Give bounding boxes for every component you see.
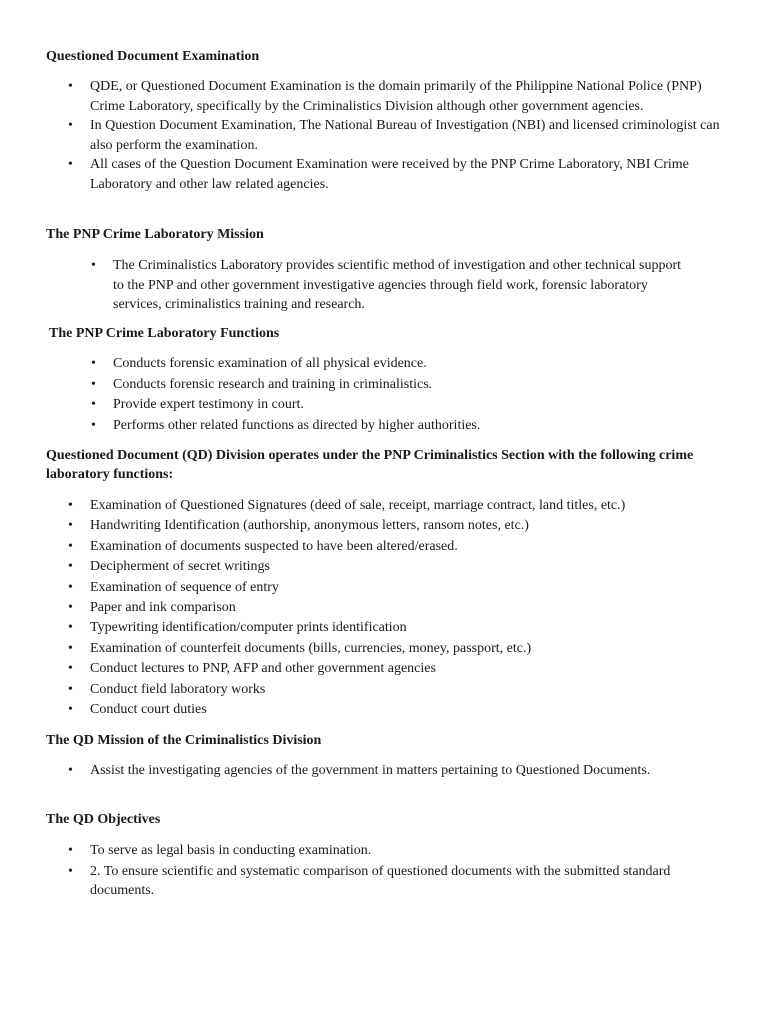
bullet-icon: •	[91, 397, 96, 412]
list-item-text: Performs other related functions as directed by higher authorities.	[113, 417, 481, 433]
list-item-text: 2. To ensure scientific and systematic comparison of questioned documents with the submitted standard documents.	[90, 863, 671, 898]
bullet-icon: •	[68, 661, 73, 677]
bullet-icon: •	[68, 599, 73, 615]
bullet-icon: •	[91, 258, 96, 273]
list-item-text: Conduct lectures to PNP, AFP and other government agencies	[90, 661, 436, 677]
list-item	[68, 680, 720, 700]
bullet-icon: •	[68, 157, 73, 172]
bullet-icon: •	[68, 498, 73, 513]
list-item-text: Conduct field laboratory works	[90, 681, 266, 697]
section-heading-functions: The PNP Crime Laboratory Functions	[49, 326, 280, 341]
list-item-text: All cases of the Question Document Examination were received by the PNP Crime Laboratory, NBI Crime Laboratory and other law related agencies.	[90, 157, 689, 192]
list-item	[91, 395, 693, 415]
bullet-icon: •	[68, 79, 73, 94]
bullet-list-qd-functions	[68, 496, 720, 719]
list-item-text: Typewriting identification/computer prints identification	[90, 620, 407, 636]
list-item	[68, 516, 720, 536]
list-item-text: Decipherment of secret writings	[90, 559, 270, 575]
list-item	[68, 639, 720, 659]
bullet-icon: •	[68, 701, 73, 717]
list-item-text: Conducts forensic examination of all physical evidence.	[113, 356, 427, 371]
list-item	[68, 155, 720, 194]
bullet-icon: •	[68, 763, 73, 778]
list-item-text: Examination of counterfeit documents (bills, currencies, money, passport, etc.)	[90, 640, 532, 656]
list-item-text: Assist the investigating agencies of the government in matters pertaining to Questioned Documents.	[90, 763, 651, 778]
list-item	[68, 700, 720, 720]
list-item	[68, 841, 720, 861]
bullet-list-qd-objectives	[68, 841, 720, 901]
list-item-text: Conduct court duties	[90, 701, 207, 717]
list-item	[68, 618, 720, 638]
bullet-icon: •	[68, 118, 73, 133]
section-heading-mission: The PNP Crime Laboratory Mission	[46, 227, 264, 242]
bullet-icon: •	[91, 417, 96, 433]
list-item-text: To serve as legal basis in conducting examination.	[90, 843, 372, 858]
list-item	[91, 354, 693, 374]
list-item-text: In Question Document Examination, The National Bureau of Investigation (NBI) and licensed criminologist can also perform the examination.	[90, 118, 720, 153]
list-item	[68, 761, 720, 781]
list-item-text: Handwriting Identification (authorship, anonymous letters, ransom notes, etc.)	[90, 518, 529, 534]
section-heading-qde: Questioned Document Examination	[46, 49, 260, 64]
list-item	[68, 598, 720, 618]
list-item	[91, 416, 693, 436]
list-item	[68, 862, 720, 901]
list-item-text: Paper and ink comparison	[90, 599, 236, 615]
list-item-text: Examination of sequence of entry	[90, 579, 279, 595]
list-item	[68, 496, 720, 516]
bullet-icon: •	[91, 376, 96, 392]
list-item-text: QDE, or Questioned Document Examination is the domain primarily of the Philippine National Police (PNP) Crime Laboratory, specifically by the Criminalistics Division although other government agencies.	[90, 79, 702, 114]
list-item	[68, 77, 720, 116]
list-item	[68, 578, 720, 598]
list-item	[68, 116, 720, 155]
bullet-list-qde	[68, 77, 720, 194]
list-item	[68, 659, 720, 679]
section-heading-qd-division: Questioned Document (QD) Division operates under the PNP Criminalistics Section with the following crime laboratory functions:	[46, 448, 694, 482]
list-item	[68, 537, 720, 557]
bullet-icon: •	[68, 843, 73, 858]
bullet-icon: •	[68, 538, 73, 554]
bullet-icon: •	[68, 518, 73, 534]
section-heading-qd-objectives: The QD Objectives	[46, 812, 161, 827]
bullet-icon: •	[68, 681, 73, 697]
bullet-icon: •	[68, 640, 73, 656]
bullet-icon: •	[68, 579, 73, 595]
list-item	[91, 375, 693, 395]
bullet-icon: •	[68, 863, 73, 879]
list-item	[68, 557, 720, 577]
bullet-list-functions	[91, 354, 693, 435]
bullet-icon: •	[91, 356, 96, 371]
list-item-text: The Criminalistics Laboratory provides scientific method of investigation and other technical support to the PNP and other government investigative agencies through field work, forensic laboratory services, criminalistics training and research.	[113, 258, 682, 312]
list-item	[91, 256, 693, 315]
bullet-list-mission	[91, 256, 693, 315]
bullet-list-qd-mission	[68, 761, 720, 781]
list-item-text: Examination of Questioned Signatures (deed of sale, receipt, marriage contract, land titles, etc.)	[90, 498, 626, 513]
bullet-icon: •	[68, 620, 73, 636]
list-item-text: Provide expert testimony in court.	[113, 397, 304, 412]
bullet-icon: •	[68, 559, 73, 575]
list-item-text: Examination of documents suspected to have been altered/erased.	[90, 538, 458, 554]
section-heading-qd-mission: The QD Mission of the Criminalistics Division	[46, 733, 322, 748]
list-item-text: Conducts forensic research and training in criminalistics.	[113, 376, 433, 392]
